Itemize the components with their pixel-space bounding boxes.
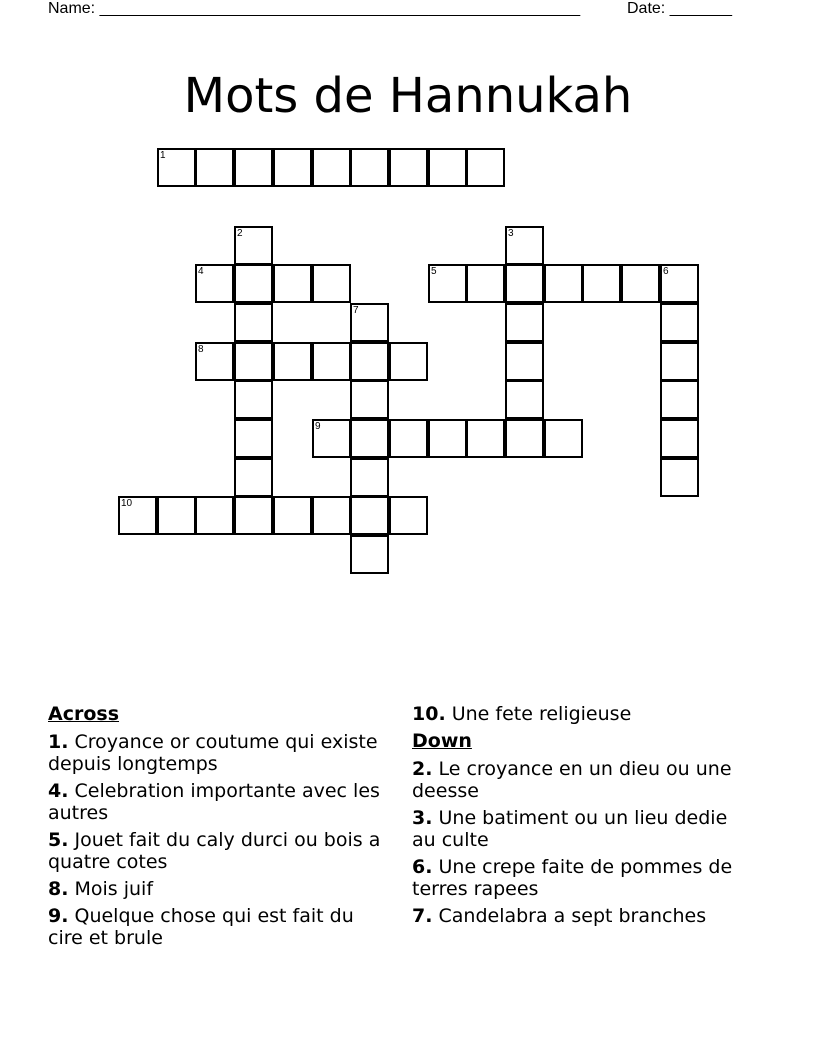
crossword-cell[interactable] [621,264,660,303]
crossword-cell[interactable] [466,264,505,303]
clue-across-8 [48,878,388,900]
cell-number: 3 [508,228,514,239]
crossword-cell[interactable] [195,264,234,303]
crossword-cell[interactable] [312,148,351,187]
crossword-cell[interactable] [350,496,389,535]
cell-number: 5 [431,266,437,277]
crossword-cell[interactable] [466,419,505,458]
crossword-cell[interactable] [312,496,351,535]
crossword-cell[interactable] [312,264,351,303]
crossword-cell[interactable] [234,226,273,265]
crossword-cell[interactable] [660,419,699,458]
crossword-cell[interactable] [234,496,273,535]
crossword-cell[interactable] [195,496,234,535]
clue-number: 8. [48,878,69,900]
clue-text: Une batiment ou un lieu dedie au culte [412,807,728,851]
clue-across-4 [48,780,388,824]
clue-number: 2. [412,758,433,780]
crossword-cell[interactable] [389,496,428,535]
clues-right-column [412,703,752,932]
crossword-cell[interactable] [544,264,583,303]
crossword-cell[interactable] [505,303,544,342]
crossword-cell[interactable] [544,419,583,458]
cell-number: 1 [160,150,166,161]
crossword-cell[interactable] [234,380,273,419]
crossword-cell[interactable] [505,419,544,458]
clue-text: Le croyance en un dieu ou une deesse [412,758,732,802]
cell-number: 2 [237,228,243,239]
clue-number: 5. [48,829,69,851]
clue-across-5 [48,829,388,873]
cell-number: 8 [198,344,204,355]
clue-down-6 [412,856,752,900]
date-field: Date: _______ [627,0,732,17]
down-heading: Down [412,730,472,752]
clue-down-2 [412,758,752,802]
crossword-cell[interactable] [273,264,312,303]
crossword-cell[interactable] [273,496,312,535]
clue-text: Jouet fait du caly durci ou bois a quatre cotes [48,829,381,873]
crossword-cell[interactable] [350,342,389,381]
crossword-cell[interactable] [195,342,234,381]
clue-number: 3. [412,807,433,829]
cell-number: 10 [121,498,133,509]
clue-number: 4. [48,780,69,802]
crossword-cell[interactable] [312,419,351,458]
crossword-cell[interactable] [660,264,699,303]
across-heading: Across [48,703,120,725]
crossword-cell[interactable] [234,342,273,381]
crossword-cell[interactable] [157,148,196,187]
crossword-cell[interactable] [660,303,699,342]
clue-text: Mois juif [74,878,154,900]
crossword-cell[interactable] [195,148,234,187]
clue-down-7 [412,905,752,927]
clue-text: Candelabra a sept branches [438,905,707,927]
crossword-cell[interactable] [660,458,699,497]
clue-text: Quelque chose qui est fait du cire et brule [48,905,354,949]
crossword-cell[interactable] [234,458,273,497]
cell-number: 4 [198,266,204,277]
clue-across-1 [48,731,388,775]
clue-number: 6. [412,856,433,878]
clue-text: Celebration importante avec les autres [48,780,380,824]
crossword-cell[interactable] [660,342,699,381]
page-title: Mots de Hannukah [183,68,633,125]
crossword-cell[interactable] [273,342,312,381]
cell-number: 6 [663,266,669,277]
clue-down-3 [412,807,752,851]
crossword-cell[interactable] [428,264,467,303]
clue-text: Croyance or coutume qui existe depuis longtemps [48,731,378,775]
clue-across-9 [48,905,388,949]
crossword-cell[interactable] [350,535,389,574]
crossword-cell[interactable] [505,226,544,265]
crossword-cell[interactable] [428,148,467,187]
clue-across-10 [412,703,752,725]
crossword-cell[interactable] [582,264,621,303]
crossword-cell[interactable] [428,419,467,458]
clue-number: 7. [412,905,433,927]
crossword-cell[interactable] [660,380,699,419]
cell-number: 9 [315,421,321,432]
crossword-cell[interactable] [505,264,544,303]
clue-text: Une fete religieuse [451,703,632,725]
crossword-cell[interactable] [466,148,505,187]
crossword-cell[interactable] [350,458,389,497]
crossword-cell[interactable] [505,342,544,381]
crossword-cell[interactable] [234,264,273,303]
crossword-cell[interactable] [234,303,273,342]
crossword-cell[interactable] [350,303,389,342]
crossword-cell[interactable] [234,148,273,187]
clue-text: Une crepe faite de pommes de terres rapees [412,856,733,900]
crossword-cell[interactable] [389,148,428,187]
crossword-cell[interactable] [157,496,196,535]
crossword-cell[interactable] [350,419,389,458]
crossword-cell[interactable] [118,496,157,535]
cell-number: 7 [353,305,359,316]
crossword-cell[interactable] [389,342,428,381]
name-field: Name: ______________________________________________________ [48,0,581,17]
clue-number: 9. [48,905,69,927]
clues-left-column [48,703,388,954]
crossword-cell[interactable] [312,342,351,381]
crossword-cell[interactable] [505,380,544,419]
crossword-cell[interactable] [389,419,428,458]
crossword-cell[interactable] [350,148,389,187]
crossword-cell[interactable] [350,380,389,419]
crossword-cell[interactable] [234,419,273,458]
crossword-cell[interactable] [273,148,312,187]
clue-number: 1. [48,731,69,753]
clue-number: 10. [412,703,446,725]
